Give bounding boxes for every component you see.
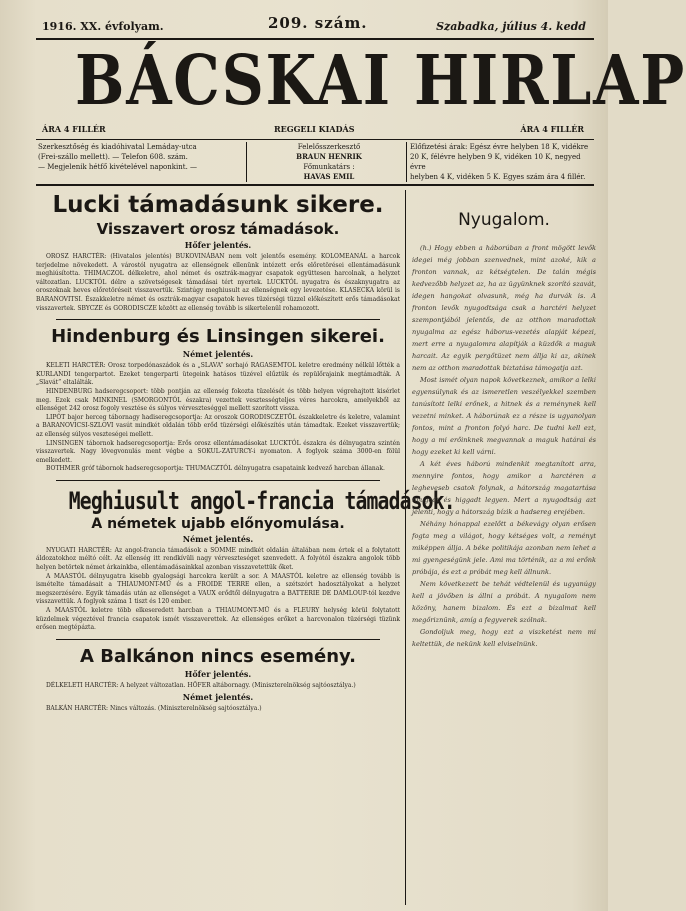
price-left: ÁRA 4 FILLÉR [42, 124, 106, 134]
paragraph: Néhány hónappal ezelőtt a békevágy olyan erősen fogta meg a világot, hogy kétséges volt, a reményt miképpen állja. A béke politikája azonban nem lehet a mi gyengeségünk jele. Ami ma történik, az a mi erőnk próbája, és ezt a próbát meg kell állnunk. [412, 520, 596, 576]
paragraph: BALKÁN HARCTÉR: Nincs változás. (Miniszterelnökség sajtóosztálya.) [46, 705, 262, 713]
report-label: Hőfer jelentés. [184, 668, 252, 679]
paragraph: BOTHMER gróf tábornok hadseregcsoportja: THUMACZTÓL délnyugatra csapataink kedvező harcban állanak. [46, 465, 385, 473]
paragraph: (h.) Hogy ebben a háborúban a front mögött levők idegei még jobban szenvednek, mint azoké, kik a fronton vannak, az kétségtelen. De talán mégis kedvezőbb helyzet az, ha az ügyünknek szorító szavát, idegen hangokat olvasunk, még ha durvák is. A fronton levők nyugodtsága csak a harctéri helyzet szempontjából jelentős, de az otthon maradottak nyugalma az egész háborus-vezetés alapját képezi, mert erre a nyugalomra alapítják a küzdők a maguk harcait. Az egyik pergőtüzet nem állja ki az, akinek nem az otthon maradottak biztatása támogatja azt. [412, 244, 596, 372]
edition-label: REGGELI KIADÁS [274, 124, 355, 134]
headline-hindenburg: Hindenburg és Linsingen sikerei. [51, 326, 385, 348]
masthead-bottom-rule [36, 184, 594, 186]
article-body-balkan [36, 682, 400, 691]
editor-line: Felelősszerkesztő [297, 143, 361, 151]
article-divider [56, 639, 380, 640]
report-label: Hőfer jelentés. [184, 240, 252, 250]
article-divider [56, 480, 380, 481]
subscription-line: Előfizetési árak: Egész évre helyben 18 K, vidékre [410, 143, 589, 151]
editor-name: BRAUN HENRIK [296, 152, 362, 161]
paragraph: Most ismét olyan napok következnek, amikor a lelki egyensúlynak és az ismeretlen veszélyekkel szemben tanúsított lelki erőnek, a hitnek és a reménynek kell vezetni minket. A háborúnak ez a része is ugyanolyan fontos, mint a fronton folyó harc. De tudni kell ezt, hogy a mi erőinknek megvannak a maguk határai és hogy ezeket ki kell várni. [412, 376, 596, 456]
paragraph: NYUGATI HARCTÉR: Az angol-francia támadások a SOMME mindkét oldalán általában nem értek el a folytatott áldozatokhoz méltó célt. Az ellenség itt rendkívüli nagy vérveszteséget szenvedett. A folyótól északra angolok több helyen betörtek német árkainkba, ellentámadásainkkal azonban visszavetettük őket. [36, 546, 400, 572]
office-info [38, 142, 238, 182]
article-body-balkan-2 [36, 705, 400, 714]
headline-lucki: Lucki támadásunk sikere. [52, 192, 384, 218]
office-line: — Megjelenik hétfő kivételével naponkint. — [38, 163, 198, 171]
subscription-line: 20 K, félévre helyben 9 K, vidéken 10 K, negyed évre [410, 153, 581, 171]
subscription-line: helyben 4 K, vidéken 5 K. Egyes szám ára 4 fillér. [410, 173, 586, 181]
article-body-hindenburg [36, 362, 400, 474]
headline-balkan: A Balkánon nincs esemény. [80, 645, 356, 667]
office-line: Szerkesztőség és kiadóhivatal Lemáday-utca [38, 143, 197, 151]
article-body-angol-francia [36, 547, 400, 633]
coeditor-name: HAVAS EMIL [303, 172, 355, 181]
masthead-title: BÁCSKAI HIRLAP [75, 41, 686, 121]
headline-angol-francia: Meghiusult angol-francia támadások. [68, 486, 455, 515]
info-divider [246, 142, 247, 182]
report-label: Német jelentés. [182, 533, 254, 544]
paragraph: HINDENBURG hadseregcsoport: több pontján az ellenség fokozta tüzelését és több helyen végrehajtott kisérlet meg. Ezek csak MINKINEL (SMORGONTÓL északra) vezettek vesztességteljes véres harcokra, amelyekből az ellenséget 242 orosz fogoly vesztése és súlyos vérveszteséggel mellett szorított vissza. [36, 387, 400, 413]
editor-info [254, 142, 404, 182]
paragraph: Gondoljuk meg, hogy ezt a viszketést nem mi keltettük, de nekünk kell elviselnünk. [412, 628, 596, 648]
editor-line: Főmunkatárs : [303, 163, 355, 171]
year-volume: 1916. XX. évfolyam. [42, 20, 164, 33]
report-label: Német jelentés. [182, 349, 254, 360]
price-right: ÁRA 4 FILLÉR [520, 124, 584, 134]
editorial-column [412, 188, 596, 650]
office-line: (Frei-szállo mellett). — Telefon 608. szám. [38, 153, 188, 161]
paragraph: LINSINGEN tábornok hadseregcsoportja: Erős orosz ellentámadásokat LUCKTÓL északra és délnyugatra szintén visszavertek. Nagy lövegvonulás ment végbe a SOKUL-ZATURCY-i nyomaton. A foglyok száma 3000-en fölül emelkedett. [36, 439, 400, 464]
report-label: Német jelentés. [182, 692, 254, 703]
subhead-lucki: Visszavert orosz támadások. [96, 220, 340, 238]
price-line [36, 124, 594, 138]
paragraph: DÉLKELETI HARCTÉR: A helyzet változatlan. HŐFER altábornagy. (Miniszterelnökség sajtóosztálya.) [46, 681, 356, 689]
main-column [36, 188, 455, 714]
paragraph: Nem következett be tehát védtelenül és ugyanúgy kell a jövőben is állni a próbát. A nyugalom nem közöny, hanem bizalom. És ezt a bizalmat kell megőriznünk, amíg a fegyverek szólnak. [412, 580, 596, 624]
editorial-title: Nyugalom. [458, 210, 550, 230]
issue-number: 209. szám. [268, 14, 368, 32]
article-divider [56, 319, 380, 320]
dateline-bar [36, 14, 594, 36]
date-place: Szabadka, július 4. kedd [436, 20, 586, 33]
subscription-info [410, 142, 595, 182]
paragraph: KELETI HARCTÉR: Orosz torpedónaszádok és a „SLAVA” sorhajó RAGASEMTOL keletre eredmény nélkül lőtték a KURLANDI tengerpartot. Ezeket tengerparti ütegeink hatásos tüzével elűztük és repülőrajaink megtámadták. A „Slavát” eltalálták. [36, 362, 400, 387]
column-divider [405, 190, 406, 905]
paragraph: OROSZ HARCTÉR: (Hivatalos jelentés) BUKOVINÁBAN nem volt jelentős esemény. KOLOMEANÁL a harcok terjedelme növekedett. A várostól nyugatra az ellenségnek ellenünk intézett erős előretörései ellentámadásunk meghiúsította. THIMACZOL délkeletre, ahol német és osztrák-magyar csapatok együttesen harcolnak, a helyzet változatlan. LUCKTÓL délre a szövetségesek támadásai tért nyertek. LUCKTÓL nyugatra és északnyugatra az oroszoknak heves előretöréseit visszavertük. Szintúgy meghiusult az ellenségnek egy levezetése. KLASECKA körül is BARANOVITSI. Északkeletre német és osztrák-magyar csapatok heves tüzérségi tüzzel előkészített erős támadásokat visszavertek. SBYCZE és GORODISCZE között az ellenség tovább is sikertelenül rohamozott. [36, 253, 400, 312]
paragraph: A MAASTÓL keletre több elkeseredett harcban a THIAUMONT-MŰ és a FLEURY helység körül folytatott küzdelmek végeztével francia csapatok ismét visszaverettek. Az ellenséges erőket a harcvonalon tüzérségi tüzünk erősen megtépázta. [36, 607, 400, 632]
editorial-body [412, 242, 596, 650]
subhead-angol-francia: A németek ujabb előnyomulása. [91, 515, 345, 532]
paragraph: A két éves háború mindenkit megtanított arra, mennyire fontos, hogy amikor a harctéren a legheveseb csatok folynak, a hátország magatartása nyugodt és higgadt legyen. Mert a nyugodtság azt jelenti, hogy a hátország bízik a hadsereg erejében. [412, 460, 596, 516]
paragraph: LIPÓT bajor herceg tábornagy hadiseregcsoportja: Az oroszok GORODISCZETŐL északkeletre és keletre, valamint a BARANOVICSI-SZLOVI vasút mindkét oldalán több erőd tüzérségi előkészítés után támadtak. Ezeket visszavertük; az ellenség súlyos veszteségei mellett. [36, 413, 400, 438]
header-rule [36, 139, 594, 140]
paragraph: A MAASTÓL délnyugatra kisebb gyalogsági harcokra került a sor. A MAASTÓL keletre az ellenség tovább is ismételte támadásait a THIAUMONT-MŰ és a FROIDE TERRE ellen, a szétszórt hadosztályokat a helyzet megszerzésére. Egyik támadás után az ellenséget a VAUX erődtől délnyugatra a BATTERIE DE DAMLOUP-tól kezdve visszavettük. A foglyok száma 1 tiszt és 120 ember. [36, 572, 400, 606]
article-body-lucki [36, 253, 400, 313]
info-divider [406, 142, 407, 182]
